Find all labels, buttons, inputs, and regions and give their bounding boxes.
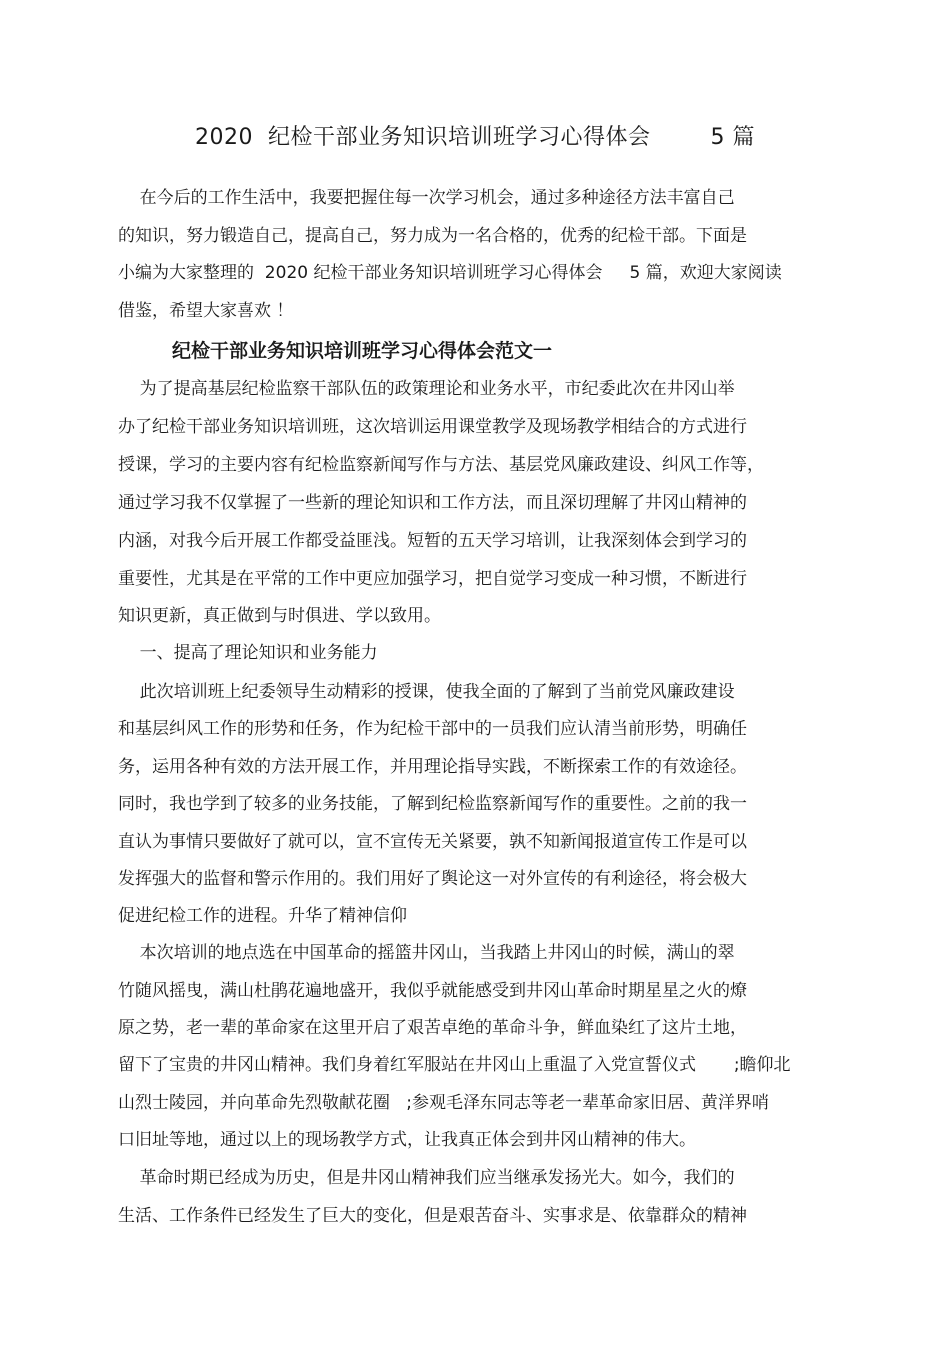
- para3-line: 口旧址等地，通过以上的现场教学方式，让我真正体会到井冈山精神的伟大。: [118, 1130, 696, 1150]
- para1-line: 授课，学习的主要内容有纪检监察新闻写作与方法、基层党风廉政建设、纠风工作等，: [118, 455, 764, 475]
- para2-line: 发挥强大的监督和警示作用的。我们用好了舆论这一对外宣传的有利途径，将会极大: [118, 869, 747, 889]
- para4-line: 革命时期已经成为历史，但是井冈山精神我们应当继承发扬光大。如今，我们的: [118, 1168, 735, 1188]
- section-title: 纪检干部业务知识培训班学习心得体会范文一: [172, 340, 553, 362]
- para1-line: 重要性，尤其是在平常的工作中更应加强学习，把自觉学习变成一种习惯，不断进行: [118, 569, 747, 589]
- para2-line: 同时，我也学到了较多的业务技能，了解到纪检监察新闻写作的重要性。之前的我一: [118, 794, 747, 814]
- intro-line: 的知识，努力锻造自己，提高自己，努力成为一名合格的，优秀的纪检干部。下面是: [118, 226, 747, 246]
- para1-line: 知识更新，真正做到与时俱进、学以致用。: [118, 606, 441, 626]
- para2-line: 促进纪检工作的进程。升华了精神信仰: [118, 906, 407, 926]
- para1-line: 通过学习我不仅掌握了一些新的理论知识和工作方法，而且深切理解了井冈山精神的: [118, 493, 747, 513]
- intro-line: 小编为大家整理的 2020 纪检干部业务知识培训班学习心得体会 5 篇，欢迎大家阅读: [118, 263, 782, 283]
- para2-line: 务，运用各种有效的方法开展工作，并用理论指导实践，不断探索工作的有效途径。: [118, 757, 747, 777]
- para2-line: 此次培训班上纪委领导生动精彩的授课，使我全面的了解到了当前党风廉政建设: [118, 682, 735, 702]
- para3-line: 山烈士陵园，并向革命先烈敬献花圈 ;参观毛泽东同志等老一辈革命家旧居、黄洋界哨: [118, 1093, 769, 1113]
- para4-line: 生活、工作条件已经发生了巨大的变化，但是艰苦奋斗、实事求是、依靠群众的精神: [118, 1206, 747, 1226]
- para1-line: 内涵，对我今后开展工作都受益匪浅。短暂的五天学习培训，让我深刻体会到学习的: [118, 531, 747, 551]
- para3-line: 本次培训的地点选在中国革命的摇篮井冈山，当我踏上井冈山的时候，满山的翠: [118, 943, 735, 963]
- intro-line: 借鉴，希望大家喜欢 ！: [118, 301, 294, 321]
- para3-line: 竹随风摇曳，满山杜鹃花遍地盛开，我似乎就能感受到井冈山革命时期星星之火的燎: [118, 981, 747, 1001]
- heading-1: 一、提高了理论知识和业务能力: [118, 643, 378, 663]
- para3-line: 原之势，老一辈的革命家在这里开启了艰苦卓绝的革命斗争，鲜血染红了这片土地，: [118, 1018, 747, 1038]
- intro-line: 在今后的工作生活中，我要把握住每一次学习机会，通过多种途径方法丰富自己: [118, 188, 735, 208]
- para3-line: 留下了宝贵的井冈山精神。我们身着红军服站在井冈山上重温了入党宣誓仪式 ;瞻仰北: [118, 1055, 791, 1075]
- para2-line: 和基层纠风工作的形势和任务，作为纪检干部中的一员我们应认清当前形势，明确任: [118, 719, 747, 739]
- para1-line: 为了提高基层纪检监察干部队伍的政策理论和业务水平，市纪委此次在井冈山举: [118, 379, 735, 399]
- para2-line: 直认为事情只要做好了就可以，宣不宣传无关紧要，孰不知新闻报道宣传工作是可以: [118, 832, 747, 852]
- para1-line: 办了纪检干部业务知识培训班，这次培训运用课堂教学及现场教学相结合的方式进行: [118, 417, 747, 437]
- document-title: 2020 纪检干部业务知识培训班学习心得体会 5 篇: [195, 125, 755, 150]
